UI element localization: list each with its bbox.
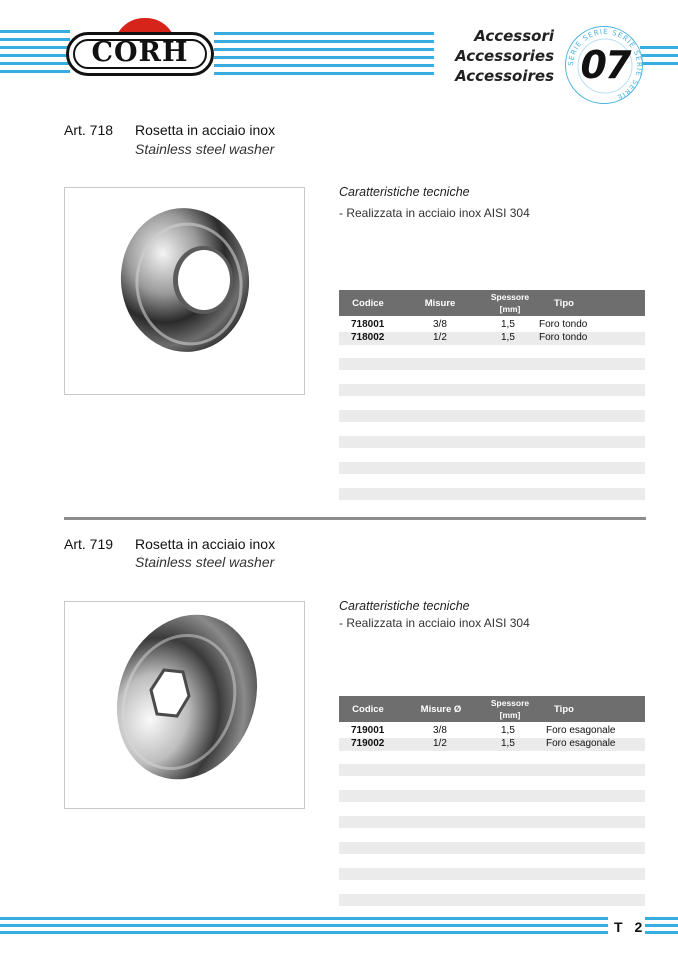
cell-code: 718001	[351, 319, 385, 330]
cell-size: 1/2	[433, 332, 447, 343]
cell-code: 719001	[351, 725, 385, 736]
cell-type: Foro tondo	[539, 319, 588, 330]
col-tipo: Tipo	[554, 298, 574, 309]
col-spessore: Spessore	[490, 292, 530, 302]
cell-code: 718002	[351, 332, 385, 343]
logo-text: CORH	[91, 37, 189, 68]
table-row-values	[339, 319, 645, 332]
round-washer-image	[65, 188, 304, 394]
cell-code: 719002	[351, 738, 385, 749]
product-photo-719	[64, 601, 305, 809]
header-title-en: Accessories	[455, 47, 554, 65]
col-misure: Misure	[424, 298, 456, 309]
col-misure: Misure Ø	[420, 704, 462, 715]
article-subtitle: Stainless steel washer	[135, 141, 275, 157]
header-title-it: Accessori	[474, 27, 554, 45]
series-badge	[565, 26, 643, 104]
cell-type: Foro esagonale	[546, 725, 616, 736]
empty-row-band	[339, 410, 645, 422]
col-codice: Codice	[352, 298, 384, 309]
feature-item: - Realizzata in acciaio inox AISI 304	[339, 206, 530, 220]
section-divider	[64, 517, 646, 520]
header-title-fr: Accessoires	[455, 67, 554, 85]
table-header	[339, 696, 645, 722]
product-photo-718	[64, 187, 305, 395]
col-spessore-unit: [mm]	[499, 710, 521, 720]
empty-row-band	[339, 816, 645, 828]
article-title: Rosetta in acciaio inox	[135, 122, 276, 138]
article-number: Art. 719	[64, 536, 114, 552]
feature-item: - Realizzata in acciaio inox AISI 304	[339, 616, 530, 630]
cell-thickness: 1,5	[501, 738, 515, 749]
cell-thickness: 1,5	[501, 725, 515, 736]
cell-size: 1/2	[433, 738, 447, 749]
col-codice: Codice	[352, 704, 384, 715]
series-number: 07	[580, 43, 630, 87]
features-title: Caratteristiche tecniche	[339, 185, 470, 199]
table-row-values	[339, 725, 645, 738]
empty-row-band	[339, 868, 645, 880]
brand-logo	[66, 18, 216, 78]
cell-type: Foro esagonale	[546, 738, 616, 749]
article-title: Rosetta in acciaio inox	[135, 536, 276, 552]
article-number: Art. 718	[64, 122, 114, 138]
cell-thickness: 1,5	[501, 332, 515, 343]
cell-thickness: 1,5	[501, 319, 515, 330]
cell-type: Foro tondo	[539, 332, 588, 343]
table-row-values	[339, 738, 645, 751]
table-header	[339, 290, 645, 316]
col-spessore: Spessore	[490, 698, 530, 708]
empty-row-band	[339, 764, 645, 776]
empty-row-band	[339, 462, 645, 474]
cell-size: 3/8	[433, 319, 447, 330]
article-subtitle: Stainless steel washer	[135, 554, 275, 570]
empty-row-band	[339, 488, 645, 500]
features-title: Caratteristiche tecniche	[339, 599, 470, 613]
series-ring-text: SERIE SERIE SERIE SERIE SERIE	[566, 27, 644, 102]
hex-washer-image	[65, 602, 304, 808]
col-tipo: Tipo	[554, 704, 574, 715]
empty-row-band	[339, 842, 645, 854]
empty-row-band	[339, 790, 645, 802]
empty-row-band	[339, 358, 645, 370]
cell-size: 3/8	[433, 725, 447, 736]
table-row-values	[339, 332, 645, 345]
col-spessore-unit: [mm]	[499, 304, 521, 314]
empty-row-band	[339, 384, 645, 396]
empty-row-band	[339, 894, 645, 906]
page-label: T 2	[614, 919, 647, 935]
empty-row-band	[339, 436, 645, 448]
